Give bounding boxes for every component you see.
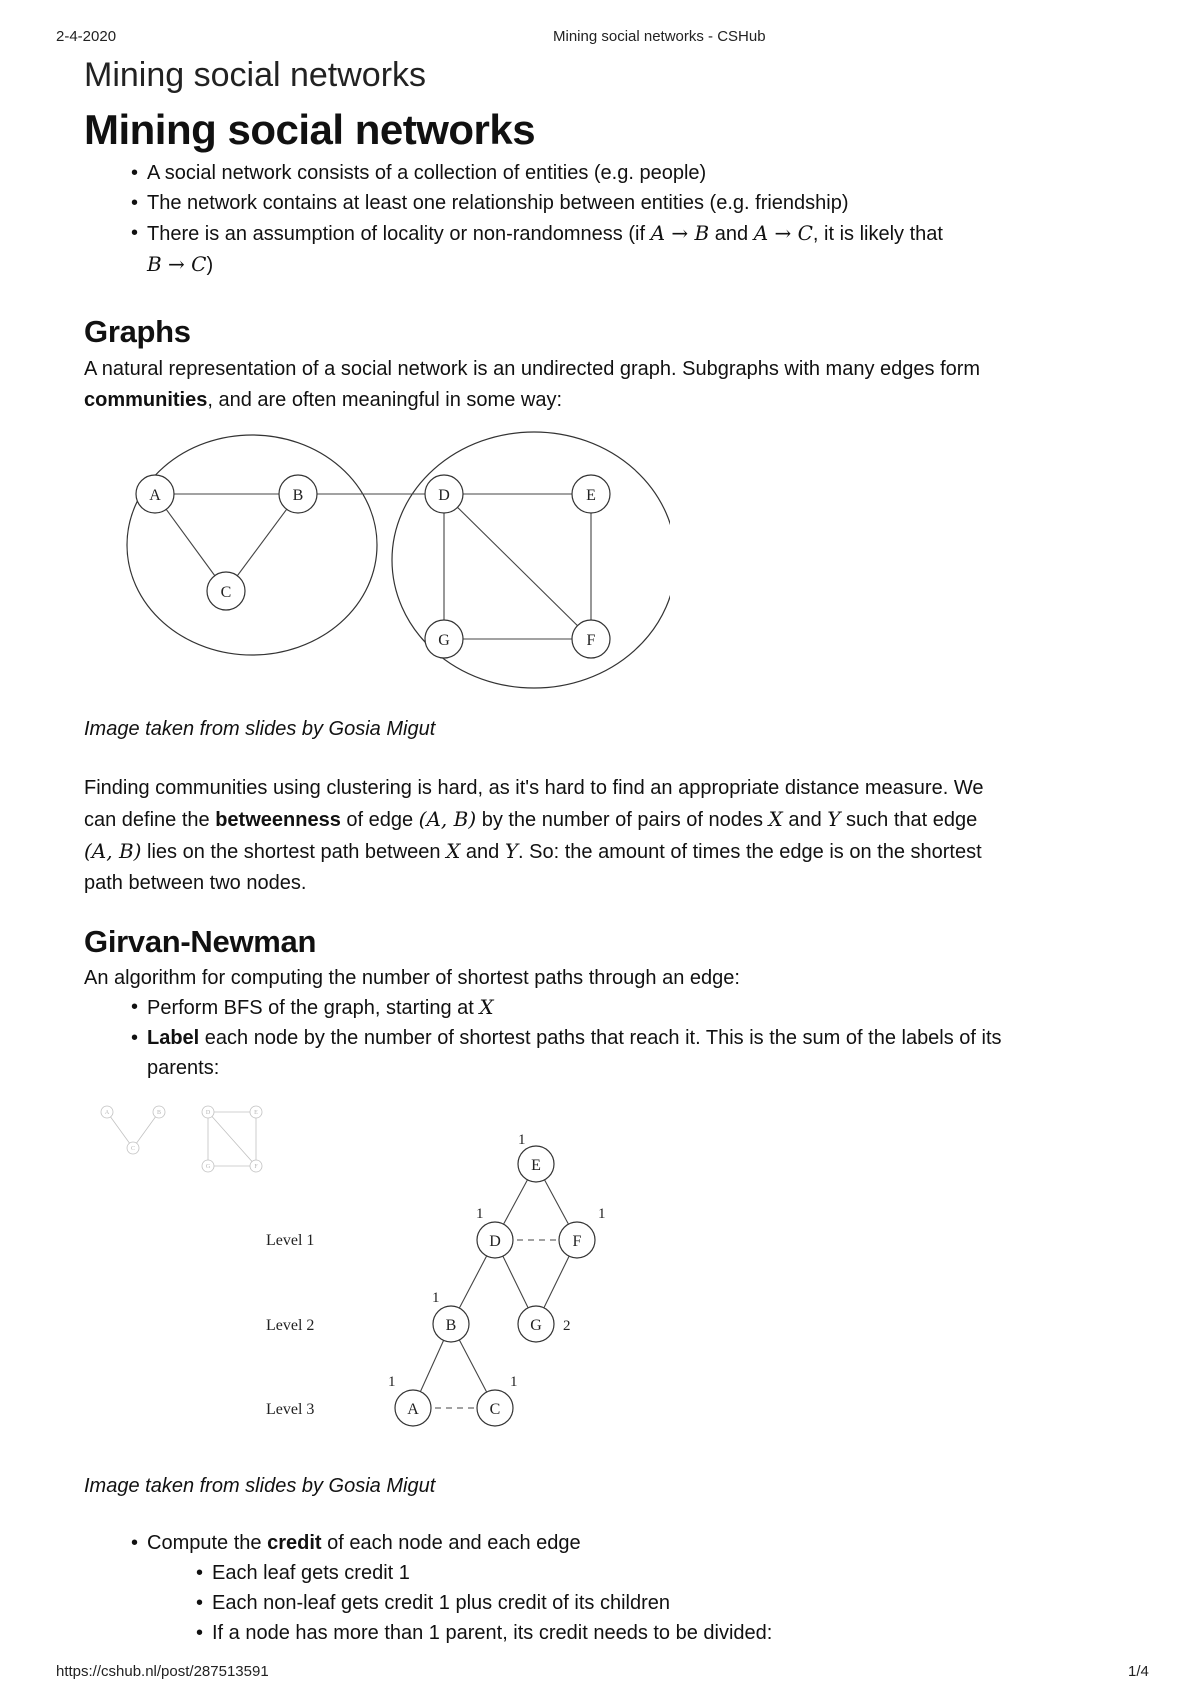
credit-bullets <box>131 1528 1131 1558</box>
graph-node-e-label: E <box>586 487 596 504</box>
term-betweenness: betweenness <box>215 809 341 831</box>
svg-text:C: C <box>489 1401 501 1418</box>
graph-node-g-label: G <box>438 632 450 649</box>
math-b-to-c: B → C <box>147 252 207 276</box>
faded-thumbnail-left <box>101 1106 165 1154</box>
graphs-heading: Graphs <box>84 314 191 349</box>
term-communities: communities <box>84 389 208 411</box>
svg-text:F: F <box>254 1164 258 1170</box>
girvan-newman-intro: An algorithm for computing the number of shortest paths through an edge: <box>84 967 740 989</box>
svg-text:G: G <box>205 1164 211 1170</box>
svg-text:C: C <box>130 1146 136 1152</box>
path-count-d: 1 <box>476 1206 484 1222</box>
print-title: Mining social networks - CSHub <box>553 28 766 45</box>
bfs-figure-caption: Image taken from slides by Gosia Migut <box>84 1475 436 1497</box>
path-count-c: 1 <box>510 1374 518 1390</box>
intro-bullet-1: • A social network consists of a collection of entities (e.g. people) <box>131 158 1131 188</box>
svg-text:A: A <box>407 1401 419 1418</box>
svg-text:E: E <box>531 1157 541 1174</box>
credit-sub-bullet-3: • If a node has more than 1 parent, its credit needs to be divided: <box>196 1618 1096 1648</box>
graph-node-d-label: D <box>438 487 450 504</box>
faded-thumbnail-right <box>202 1106 262 1172</box>
svg-text:G: G <box>530 1317 542 1334</box>
betweenness-paragraph: Finding communities using clustering is hard, as it's hard to find an appropriate distance measure. We can define the betweenness of edge (A, B) by the number of pairs of nodes X and Y such that edge (A, B) lies on the shortest path between X and Y. So: the amount of times the edge is on the shortest path between two nodes. <box>84 777 984 894</box>
intro-bullet-3: • There is an assumption of locality or non-randomness (if A → B and A → C, it is likely that B → C) <box>131 218 1131 280</box>
label-bullet: • Label each node by the number of shortest paths that reach it. This is the sum of the labels of its parents: <box>131 1023 1131 1083</box>
credit-bullet: • Compute the credit of each node and each edge <box>131 1528 1131 1558</box>
graphs-paragraph: A natural representation of a social network is an undirected graph. Subgraphs with many edges form communities, and are often meaningful in some way: <box>84 358 981 411</box>
svg-text:B: B <box>445 1317 457 1334</box>
svg-text:A: A <box>104 1110 110 1116</box>
print-footer-page: 1/4 <box>1128 1663 1149 1680</box>
bfs-tree-edges <box>413 1164 577 1408</box>
bfs-bullet: • Perform BFS of the graph, starting at X <box>131 992 1131 1023</box>
page-title: Mining social networks <box>84 56 427 94</box>
graph-node-b-label: B <box>292 487 304 504</box>
level-3-label: Level 3 <box>266 1401 315 1418</box>
graph-node-f-label: F <box>586 632 596 649</box>
credit-sub-bullets <box>196 1558 1096 1648</box>
girvan-newman-bullets <box>131 992 1131 1083</box>
level-2-label: Level 2 <box>266 1317 315 1334</box>
intro-bullet-list <box>131 158 1131 280</box>
path-count-g: 2 <box>563 1318 571 1334</box>
intro-bullet-2: • The network contains at least one relationship between entities (e.g. friendship) <box>131 188 1131 218</box>
graph-node-c-label: C <box>220 584 232 601</box>
term-label: Label <box>147 1027 200 1049</box>
path-count-f: 1 <box>598 1206 606 1222</box>
svg-text:B: B <box>156 1110 162 1116</box>
path-count-a: 1 <box>388 1374 396 1390</box>
svg-text:E: E <box>254 1110 258 1116</box>
main-heading: Mining social networks <box>84 106 536 153</box>
svg-text:D: D <box>205 1110 211 1116</box>
svg-text:F: F <box>572 1233 582 1250</box>
community-graph-figure <box>100 425 670 695</box>
print-footer-url: https://cshub.nl/post/287513591 <box>56 1663 269 1680</box>
math-a-to-b: A → B <box>650 221 710 245</box>
path-count-b: 1 <box>432 1290 440 1306</box>
bfs-labeling-figure <box>90 1100 650 1440</box>
credit-sub-bullet-1: • Each leaf gets credit 1 <box>196 1558 1096 1588</box>
level-1-label: Level 1 <box>266 1232 315 1249</box>
credit-sub-bullet-2: • Each non-leaf gets credit 1 plus credit of its children <box>196 1588 1096 1618</box>
math-a-to-c: A → C <box>753 221 813 245</box>
graphs-figure-caption: Image taken from slides by Gosia Migut <box>84 718 436 740</box>
girvan-newman-heading: Girvan-Newman <box>84 924 317 959</box>
print-date: 2-4-2020 <box>56 28 117 45</box>
term-credit: credit <box>267 1532 322 1554</box>
community-1-ellipse <box>127 435 377 655</box>
path-count-e: 1 <box>518 1132 526 1148</box>
graph-node-a-label: A <box>149 487 161 504</box>
svg-text:D: D <box>489 1233 501 1250</box>
